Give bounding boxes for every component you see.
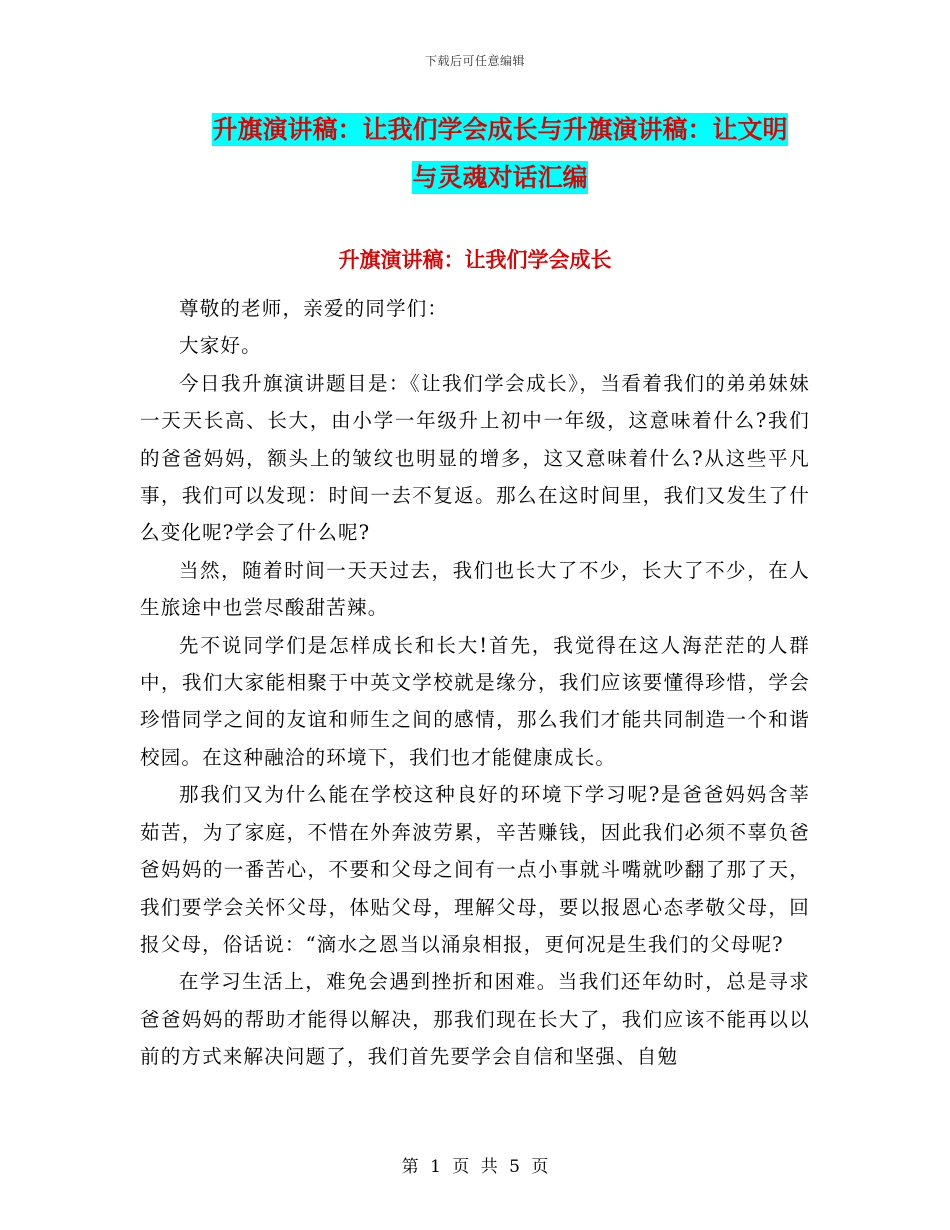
paragraph: 今日我升旗演讲题目是：《让我们学会成长》，当看着我们的弟弟妹妹一天天长高、长大，由小学一年级升上初中一年级，这意味着什么?我们的爸爸妈妈，额头上的皱纹也明显的增多，这又意味着什么?从这些平凡事，我们可以发现：时间一去不复返。那么在这时间里，我们又发生了什么变化呢?学会了什么呢? — [140, 371, 810, 545]
paragraph-greeting: 大家好。 — [179, 334, 262, 358]
section-title: 升旗演讲稿：让我们学会成长 — [338, 248, 612, 272]
paragraph-salutation: 尊敬的老师，亲爱的同学们： — [179, 297, 449, 320]
paragraph: 先不说同学们是怎样成长和长大!首先，我觉得在这人海茫茫的人群中，我们大家能相聚于中英文学校就是缘分，我们应该要懂得珍惜，学会珍惜同学之间的友谊和师生之间的感情，那么我们才能共同制造一个和谐校园。在这种融洽的环境下，我们也才能健康成长。 — [140, 633, 810, 769]
document-title-line-1: 升旗演讲稿：让我们学会成长与升旗演讲稿：让文明 — [212, 115, 788, 144]
page-footer: 第 1 页 共 5 页 — [401, 1157, 549, 1177]
body-text — [140, 290, 810, 1076]
document-title-line-2: 与灵魂对话汇编 — [412, 163, 588, 192]
paragraph: 在学习生活上，难免会遇到挫折和困难。当我们还年幼时，总是寻求爸爸妈妈的帮助才能得以解决，那我们现在长大了，我们应该不能再以以前的方式来解决问题了，我们首先要学会自信和坚强、自勉 — [140, 970, 810, 1069]
page-header-note: 下载后可任意编辑 — [424, 54, 525, 68]
paragraph: 当然，随着时间一天天过去，我们也长大了不少，长大了不少，在人生旅途中也尝尽酸甜苦辣。 — [140, 558, 810, 620]
document-title — [130, 106, 870, 202]
paragraph: 那我们又为什么能在学校这种良好的环境下学习呢?是爸爸妈妈含莘茹苦，为了家庭，不惜在外奔波劳累，辛苦赚钱，因此我们必须不辜负爸爸妈妈的一番苦心，不要和父母之间有一点小事就斗嘴就吵翻了那了天，我们要学会关怀父母，体贴父母，理解父母，要以报恩心态孝敬父母，回报父母，俗话说：“滴水之恩当以涌泉相报，更何况是生我们的父母呢? — [140, 783, 810, 956]
